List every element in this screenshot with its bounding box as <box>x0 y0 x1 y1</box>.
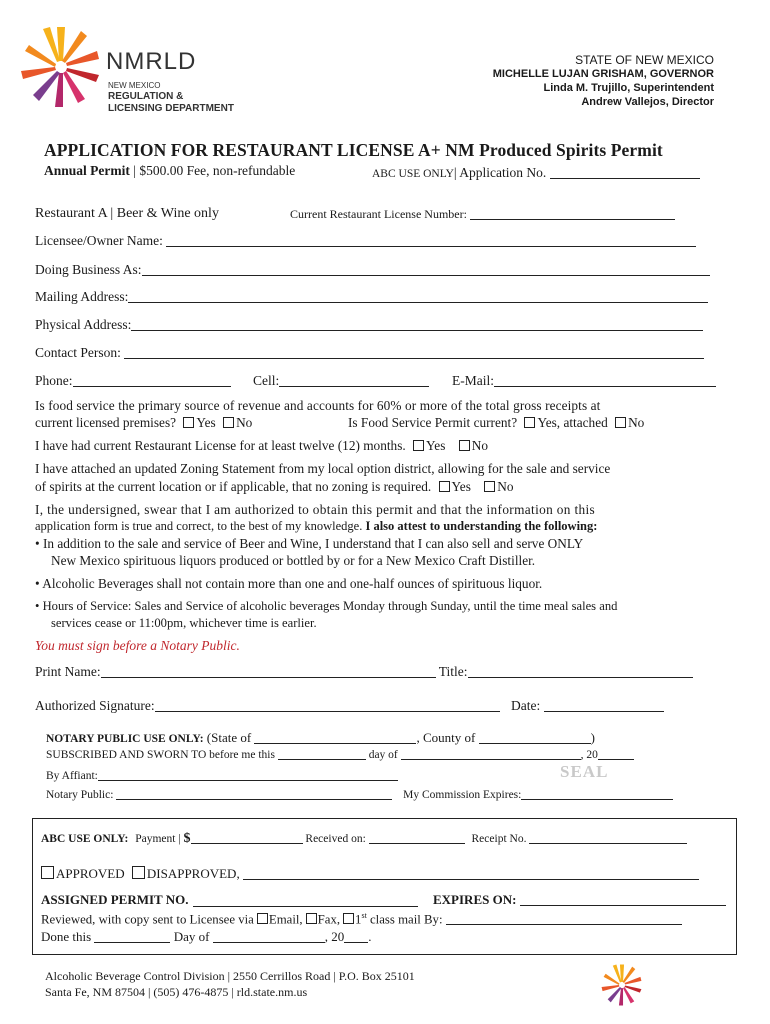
fax-method: Fax, <box>317 912 341 927</box>
title-label: Title: <box>438 664 468 679</box>
assigned-permit-label: ASSIGNED PERMIT NO. <box>41 892 189 907</box>
mailing-field[interactable] <box>128 290 708 303</box>
phone-row <box>35 373 231 389</box>
footer-line1: Alcoholic Beverage Control Division | 2550 Cerrillos Road | P.O. Box 25101 <box>45 969 415 983</box>
done-day-of: Day of <box>173 929 210 944</box>
restaurant-type: Restaurant A | Beer & Wine only <box>35 206 219 221</box>
reviewed-label: Reviewed, with copy sent to Licensee via <box>41 912 254 927</box>
year-label: , 20 <box>580 749 598 761</box>
restaurant-row <box>35 205 219 222</box>
permit-yes-label: Yes, attached <box>537 415 608 430</box>
received-field[interactable] <box>369 833 465 844</box>
mail-checkbox[interactable] <box>343 913 354 924</box>
food-question-text: current licensed premises? <box>35 415 177 430</box>
bullet-2-text: Alcoholic Beverages shall not contain more than one and one-half ounces of spirituous liquor. <box>42 576 543 591</box>
oath-text: application form is true and correct, to the best of my knowledge. <box>35 519 363 533</box>
contact-row <box>35 345 704 361</box>
zoning-yes-label: Yes <box>451 479 471 494</box>
notary-county-label: , County of <box>416 730 476 745</box>
bullet-dot: • <box>35 599 40 613</box>
oath-line1: I, the undersigned, swear that I am authorized to obtain this permit and that the information on this <box>35 502 596 517</box>
expires-field[interactable] <box>520 893 726 906</box>
annual-permit: Annual Permit <box>44 163 130 178</box>
done-period: . <box>368 929 372 944</box>
bullet-2 <box>35 576 542 592</box>
email-checkbox[interactable] <box>257 913 268 924</box>
first-number: 1 <box>355 912 362 927</box>
food-question-line2 <box>35 415 252 431</box>
twelve-months-text: I have had current Restaurant License for at least twelve (12) months. <box>35 438 406 453</box>
done-day-field[interactable] <box>94 930 170 943</box>
email-method: Email, <box>268 912 303 927</box>
expires-row <box>433 892 726 908</box>
receipt-label: Receipt No. <box>471 833 527 845</box>
notary-public-row <box>46 789 673 801</box>
subscribed-year-field[interactable] <box>598 749 634 760</box>
bullet-1-line2: New Mexico spirituous liquors produced or bottled by or for a New Mexico Craft Distiller. <box>51 553 536 568</box>
permit-yes-checkbox[interactable] <box>524 417 535 428</box>
received-label: Received on: <box>305 833 366 845</box>
approval-row <box>41 866 699 882</box>
payment-field[interactable] <box>191 833 303 844</box>
notary-section <box>46 730 726 810</box>
food-permit-row <box>348 415 644 431</box>
food-no-label: No <box>236 415 253 430</box>
done-year-field[interactable] <box>344 930 368 943</box>
commission-field[interactable] <box>521 789 673 800</box>
zoning-line1: I have attached an updated Zoning Statement from my local option district, allowing for the sale and service <box>35 461 611 476</box>
abc-use-only-label: ABC USE ONLY <box>372 168 454 180</box>
phone-field[interactable] <box>73 374 231 387</box>
payment-label: Payment | <box>135 833 181 845</box>
done-month-field[interactable] <box>213 930 325 943</box>
email-label: E-Mail: <box>452 373 494 388</box>
subscribed-text: SUBSCRIBED AND SWORN TO before me this <box>46 749 275 761</box>
disapproved-checkbox[interactable] <box>132 866 145 879</box>
cell-row <box>253 373 429 389</box>
date-label: Date: <box>510 698 541 713</box>
bullet-1-line1: In addition to the sale and service of Beer and Wine, I understand that I can also sell and serve ONLY <box>42 536 584 551</box>
licensee-label: Licensee/Owner Name: <box>35 233 163 248</box>
seal-label: SEAL <box>560 762 609 781</box>
bullet-3 <box>35 599 617 614</box>
phone-label: Phone: <box>35 373 73 388</box>
license-number-row <box>290 207 675 222</box>
food-yes-label: Yes <box>196 415 216 430</box>
notary-state-field[interactable] <box>254 731 416 744</box>
mailing-label: Mailing Address: <box>35 289 129 304</box>
governor: MICHELLE LUJAN GRISHAM, GOVERNOR <box>492 68 714 80</box>
bullet-3-line1: Hours of Service: Sales and Service of alcoholic beverages Monday through Sunday, until the time meal sales and <box>42 599 618 613</box>
zoning-no-checkbox[interactable] <box>484 481 495 492</box>
notary-county-field[interactable] <box>479 731 591 744</box>
contact-label: Contact Person: <box>35 345 121 360</box>
subtitle-row <box>44 163 295 179</box>
permit-no-checkbox[interactable] <box>615 417 626 428</box>
subscribed-month-field[interactable] <box>401 749 581 760</box>
dba-row <box>35 262 710 278</box>
footer <box>45 968 415 1000</box>
notary-heading-row <box>46 730 595 746</box>
superintendent: Linda M. Trujillo, Superintendent <box>543 82 714 94</box>
subscribed-row <box>46 749 634 761</box>
footer-line2: Santa Fe, NM 87504 | (505) 476-4875 | rld.state.nm.us <box>45 985 308 999</box>
auth-signature-row <box>35 698 664 714</box>
zoning-text: of spirits at the current location or if applicable, that no zoning is required. <box>35 479 432 494</box>
application-no-label: | Application No. <box>453 165 547 180</box>
dba-field[interactable] <box>142 263 710 276</box>
physical-field[interactable] <box>131 318 703 331</box>
title-field[interactable] <box>468 665 693 678</box>
expires-label: EXPIRES ON: <box>433 892 517 907</box>
food-no-checkbox[interactable] <box>223 417 234 428</box>
bullet-dot: • <box>35 576 40 591</box>
physical-row <box>35 317 703 333</box>
footer-starburst-icon <box>600 962 644 1008</box>
dollar-sign: $ <box>183 831 191 846</box>
affiant-label: By Affiant: <box>46 770 98 782</box>
director: Andrew Vallejos, Director <box>581 96 714 108</box>
print-name-label: Print Name: <box>35 664 101 679</box>
bullet-3-line2: services cease or 11:00pm, whichever time is earlier. <box>51 616 317 630</box>
abc-box <box>32 818 737 955</box>
abc-heading: ABC USE ONLY: <box>41 833 129 845</box>
reviewed-by-field[interactable] <box>446 912 682 925</box>
affiant-field[interactable] <box>98 770 398 781</box>
notary-close: ) <box>590 730 595 745</box>
notary-state-label: (State of <box>206 730 252 745</box>
print-name-row <box>35 664 693 680</box>
license-number-field[interactable] <box>470 207 675 220</box>
subscribed-day-field[interactable] <box>278 749 366 760</box>
date-field[interactable] <box>544 699 664 712</box>
abc-payment-row <box>41 831 687 847</box>
fax-checkbox[interactable] <box>306 913 317 924</box>
licensee-field[interactable] <box>166 234 696 247</box>
food-permit-text: Is Food Service Permit current? <box>348 415 518 430</box>
fee: | $500.00 Fee, non-refundable <box>133 163 296 178</box>
print-name-field[interactable] <box>101 665 436 678</box>
twelve-no-checkbox[interactable] <box>459 440 470 451</box>
assigned-permit-field[interactable] <box>193 894 418 907</box>
auth-signature-field[interactable] <box>155 699 500 712</box>
cell-field[interactable] <box>279 374 429 387</box>
application-no-field[interactable] <box>550 166 700 179</box>
food-question-line1: Is food service the primary source of revenue and accounts for 60% or more of the total gross receipts at <box>35 398 601 413</box>
twelve-yes-label: Yes <box>426 438 446 453</box>
physical-label: Physical Address: <box>35 317 132 332</box>
logo-name: NMRLD <box>106 48 197 75</box>
header-block <box>493 53 714 109</box>
zoning-no-label: No <box>497 479 514 494</box>
licensee-row <box>35 233 696 249</box>
logo-sub3: LICENSING DEPARTMENT <box>108 103 234 114</box>
disapproved-label: DISAPPROVED, <box>146 866 240 881</box>
affiant-row <box>46 770 398 782</box>
contact-field[interactable] <box>124 346 704 359</box>
bullet-1 <box>35 536 583 552</box>
application-no-row <box>372 164 700 182</box>
oath-line2 <box>35 519 597 534</box>
first-suffix: st <box>361 911 367 920</box>
logo-sub2: REGULATION & <box>108 91 184 102</box>
attest-text: I also attest to understanding the following: <box>365 519 598 533</box>
dba-label: Doing Business As: <box>35 262 142 277</box>
commission-label: My Commission Expires: <box>403 789 522 801</box>
page-title: APPLICATION FOR RESTAURANT LICENSE A+ NM Produced Spirits Permit <box>44 140 663 160</box>
notary-public-label: Notary Public: <box>46 789 114 801</box>
done-row <box>41 929 371 945</box>
nmrld-logo <box>18 22 258 122</box>
twelve-no-label: No <box>471 438 488 453</box>
approved-label: APPROVED <box>56 866 125 881</box>
day-of-label: day of <box>368 749 398 761</box>
notary-public-field[interactable] <box>116 789 392 800</box>
license-number-label: Current Restaurant License Number: <box>290 207 467 221</box>
permit-no-label: No <box>628 415 645 430</box>
twelve-months-row <box>35 438 488 454</box>
zoning-yes-checkbox[interactable] <box>439 481 450 492</box>
mailing-row <box>35 289 708 305</box>
state-name: STATE OF NEW MEXICO <box>575 53 714 67</box>
logo-sub1: NEW MEXICO <box>108 81 161 90</box>
approved-checkbox[interactable] <box>41 866 54 879</box>
receipt-field[interactable] <box>529 833 687 844</box>
done-label: Done this <box>41 929 92 944</box>
cell-label: Cell: <box>253 373 280 388</box>
notary-heading: NOTARY PUBLIC USE ONLY: <box>46 733 204 745</box>
email-field[interactable] <box>494 374 716 387</box>
done-year-label: , 20 <box>324 929 345 944</box>
email-row <box>452 373 716 389</box>
class-mail-label: class mail By: <box>370 912 443 927</box>
twelve-yes-checkbox[interactable] <box>413 440 424 451</box>
disapproved-reason-field[interactable] <box>243 867 699 880</box>
auth-signature-label: Authorized Signature: <box>35 698 155 713</box>
food-yes-checkbox[interactable] <box>183 417 194 428</box>
notary-notice: You must sign before a Notary Public. <box>35 638 240 653</box>
bullet-dot: • <box>35 536 40 551</box>
starburst-logo-icon <box>18 22 104 112</box>
zoning-line2 <box>35 479 513 495</box>
reviewed-row <box>41 911 682 927</box>
